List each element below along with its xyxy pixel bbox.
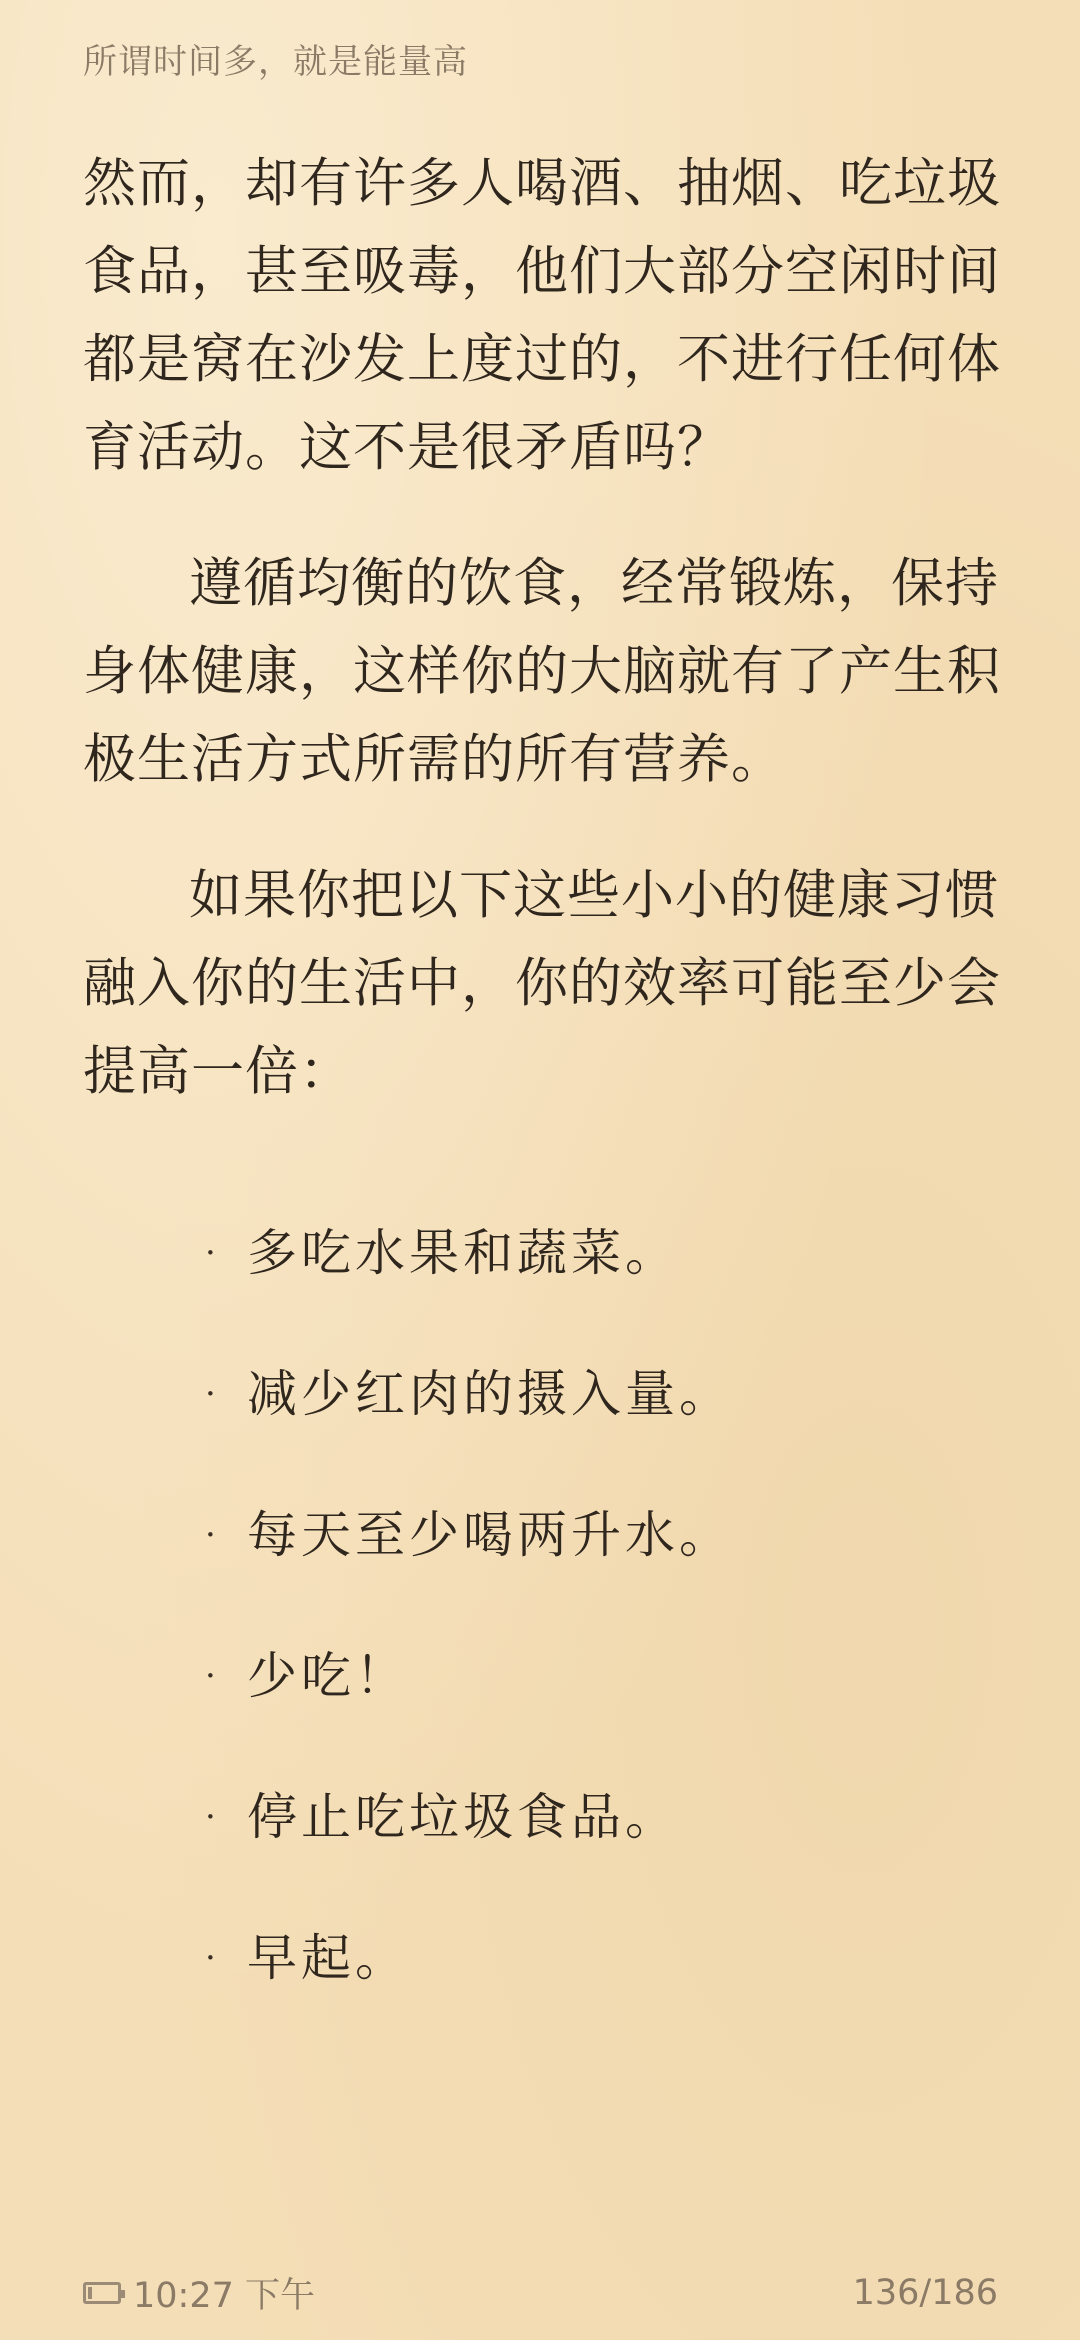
list-item-text: 少吃！ xyxy=(247,1647,409,1705)
list-item xyxy=(205,1361,1005,1502)
list-item-text: 停止吃垃圾食品。 xyxy=(247,1788,679,1846)
list-item-text: 早起。 xyxy=(247,1929,409,1987)
paragraph: 如果你把以下这些小小的健康习惯融入你的生活中，你的效率可能至少会提高一倍： xyxy=(83,865,1001,1102)
bullet-icon: · xyxy=(205,1515,220,1555)
bullet-icon: · xyxy=(205,1374,220,1414)
list-item-text: 每天至少喝两升水。 xyxy=(247,1506,733,1564)
battery-low-icon xyxy=(83,2282,121,2304)
status-left xyxy=(83,2268,315,2318)
battery-fill xyxy=(88,2287,92,2299)
clock-time: 10:27 下午 xyxy=(133,2276,315,2316)
paragraph: 然而，却有许多人喝酒、抽烟、吃垃圾食品，甚至吸毒，他们大部分空闲时间都是窝在沙发上度过的，不进行任何体育活动。这不是很矛盾吗？ xyxy=(83,153,1001,478)
list-item xyxy=(205,1784,1005,1925)
bullet-icon: · xyxy=(205,1797,220,1837)
list-item xyxy=(205,1643,1005,1784)
list-item-text: 减少红肉的摄入量。 xyxy=(247,1365,733,1423)
list-item xyxy=(205,1220,1005,1361)
bullet-icon: · xyxy=(205,1938,220,1978)
bullet-icon: · xyxy=(205,1656,220,1696)
list-item xyxy=(205,1502,1005,1643)
page-progress: 136/186 xyxy=(852,2273,998,2313)
bullet-icon: · xyxy=(205,1233,220,1273)
paragraph: 遵循均衡的饮食，经常锻炼，保持身体健康，这样你的大脑就有了产生积极生活方式所需的所有营养。 xyxy=(83,553,1001,790)
habit-list xyxy=(205,1220,1005,2066)
chapter-title: 所谓时间多，就是能量高 xyxy=(83,42,468,82)
reading-content xyxy=(83,140,1003,1116)
list-item-text: 多吃水果和蔬菜。 xyxy=(247,1224,679,1282)
reader-status-bar xyxy=(83,2268,998,2318)
list-item xyxy=(205,1925,1005,2066)
